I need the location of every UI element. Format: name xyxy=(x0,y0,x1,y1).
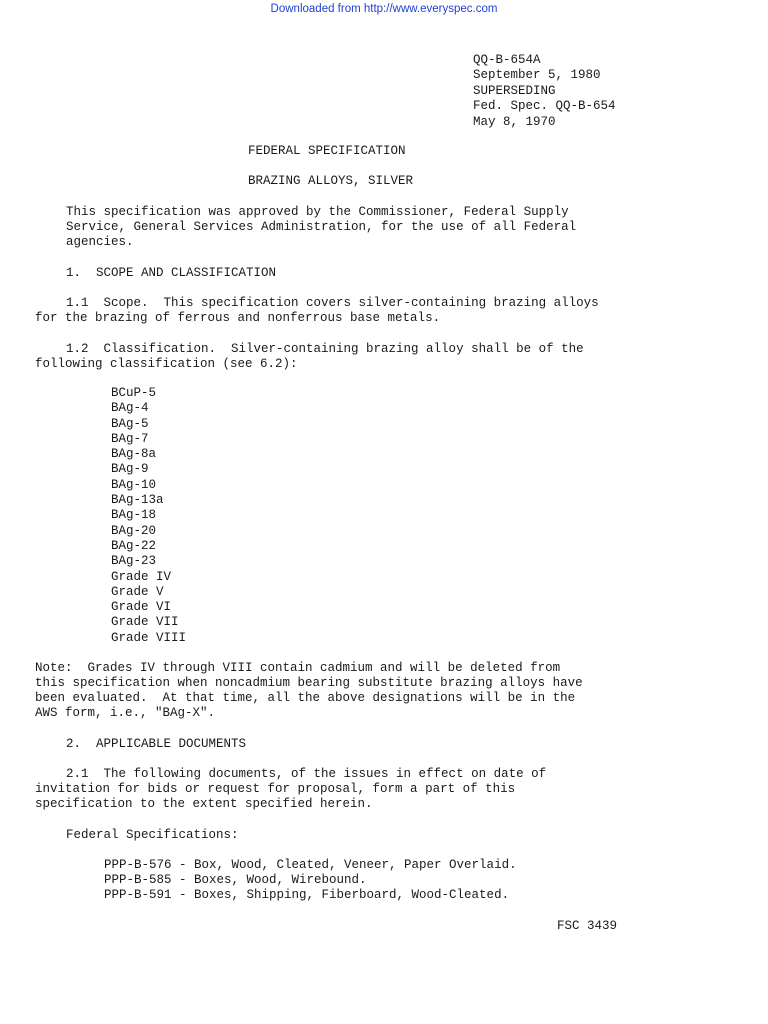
classification-paragraph: 1.2 Classification. Silver-containing brazing alloy shall be of the xyxy=(66,342,584,356)
list-item: BCuP-5 xyxy=(111,386,157,400)
note-paragraph: been evaluated. At that time, all the above designations will be in the xyxy=(35,691,576,705)
approval-line: This specification was approved by the Commissioner, Federal Supply xyxy=(66,205,569,219)
prior-spec: Fed. Spec. QQ-B-654 xyxy=(473,99,616,114)
document-header xyxy=(473,53,616,130)
approval-line: agencies. xyxy=(66,235,134,249)
list-item: Grade VIII xyxy=(111,630,187,645)
list-item: PPP-B-576 - Box, Wood, Cleated, Veneer, Paper Overlaid. xyxy=(104,858,517,872)
list-item: BAg-7 xyxy=(111,431,149,446)
list-item: Grade VI xyxy=(111,600,172,615)
scope-paragraph: 1.1 Scope. This specification covers silver-containing brazing alloys xyxy=(66,296,599,310)
classification-paragraph: following classification (see 6.2): xyxy=(35,357,298,371)
applicable-documents-paragraph: specification to the extent specified herein. xyxy=(35,797,373,811)
federal-specifications-list xyxy=(104,858,517,904)
list-item: BAg-8a xyxy=(111,447,157,462)
spec-number: QQ-B-654A xyxy=(473,53,541,67)
alloy-classification-list xyxy=(111,386,186,646)
download-link[interactable]: Downloaded from http://www.everyspec.com xyxy=(270,3,498,15)
list-item: BAg-13a xyxy=(111,493,164,508)
spec-date: September 5, 1980 xyxy=(473,68,601,83)
list-item: BAg-23 xyxy=(111,554,157,569)
scope-paragraph: for the brazing of ferrous and nonferrous base metals. xyxy=(35,311,441,325)
list-item: PPP-B-585 - Boxes, Wood, Wirebound. xyxy=(104,873,367,888)
note-paragraph: Note: Grades IV through VIII contain cadmium and will be deleted from xyxy=(35,661,561,675)
list-item: Grade IV xyxy=(111,569,172,584)
list-item: BAg-22 xyxy=(111,538,157,553)
list-item: PPP-B-591 - Boxes, Shipping, Fiberboard, Wood-Cleated. xyxy=(104,888,510,903)
list-item: Grade V xyxy=(111,584,164,599)
list-item: BAg-9 xyxy=(111,462,149,477)
applicable-documents-paragraph: invitation for bids or request for proposal, form a part of this xyxy=(35,782,516,796)
title-line-2: BRAZING ALLOYS, SILVER xyxy=(248,174,414,188)
list-item: BAg-10 xyxy=(111,477,157,492)
section-2-heading: 2. APPLICABLE DOCUMENTS xyxy=(66,737,247,751)
fsc-code: FSC 3439 xyxy=(557,919,618,933)
note-paragraph: this specification when noncadmium bearing substitute brazing alloys have xyxy=(35,676,583,690)
list-item: Grade VII xyxy=(111,615,179,630)
section-1-heading: 1. SCOPE AND CLASSIFICATION xyxy=(66,266,277,280)
list-item: BAg-18 xyxy=(111,508,157,523)
list-item: BAg-4 xyxy=(111,401,149,416)
download-banner xyxy=(0,3,768,15)
list-item: BAg-5 xyxy=(111,416,149,431)
list-item: BAg-20 xyxy=(111,523,157,538)
prior-date: May 8, 1970 xyxy=(473,114,556,129)
federal-specifications-label: Federal Specifications: xyxy=(66,828,239,842)
approval-line: Service, General Services Administration, for the use of all Federal xyxy=(66,220,577,234)
note-paragraph: AWS form, i.e., "BAg-X". xyxy=(35,706,216,720)
applicable-documents-paragraph: 2.1 The following documents, of the issues in effect on date of xyxy=(66,767,547,781)
title-line-1: FEDERAL SPECIFICATION xyxy=(248,144,406,158)
superseding-label: SUPERSEDING xyxy=(473,83,556,98)
